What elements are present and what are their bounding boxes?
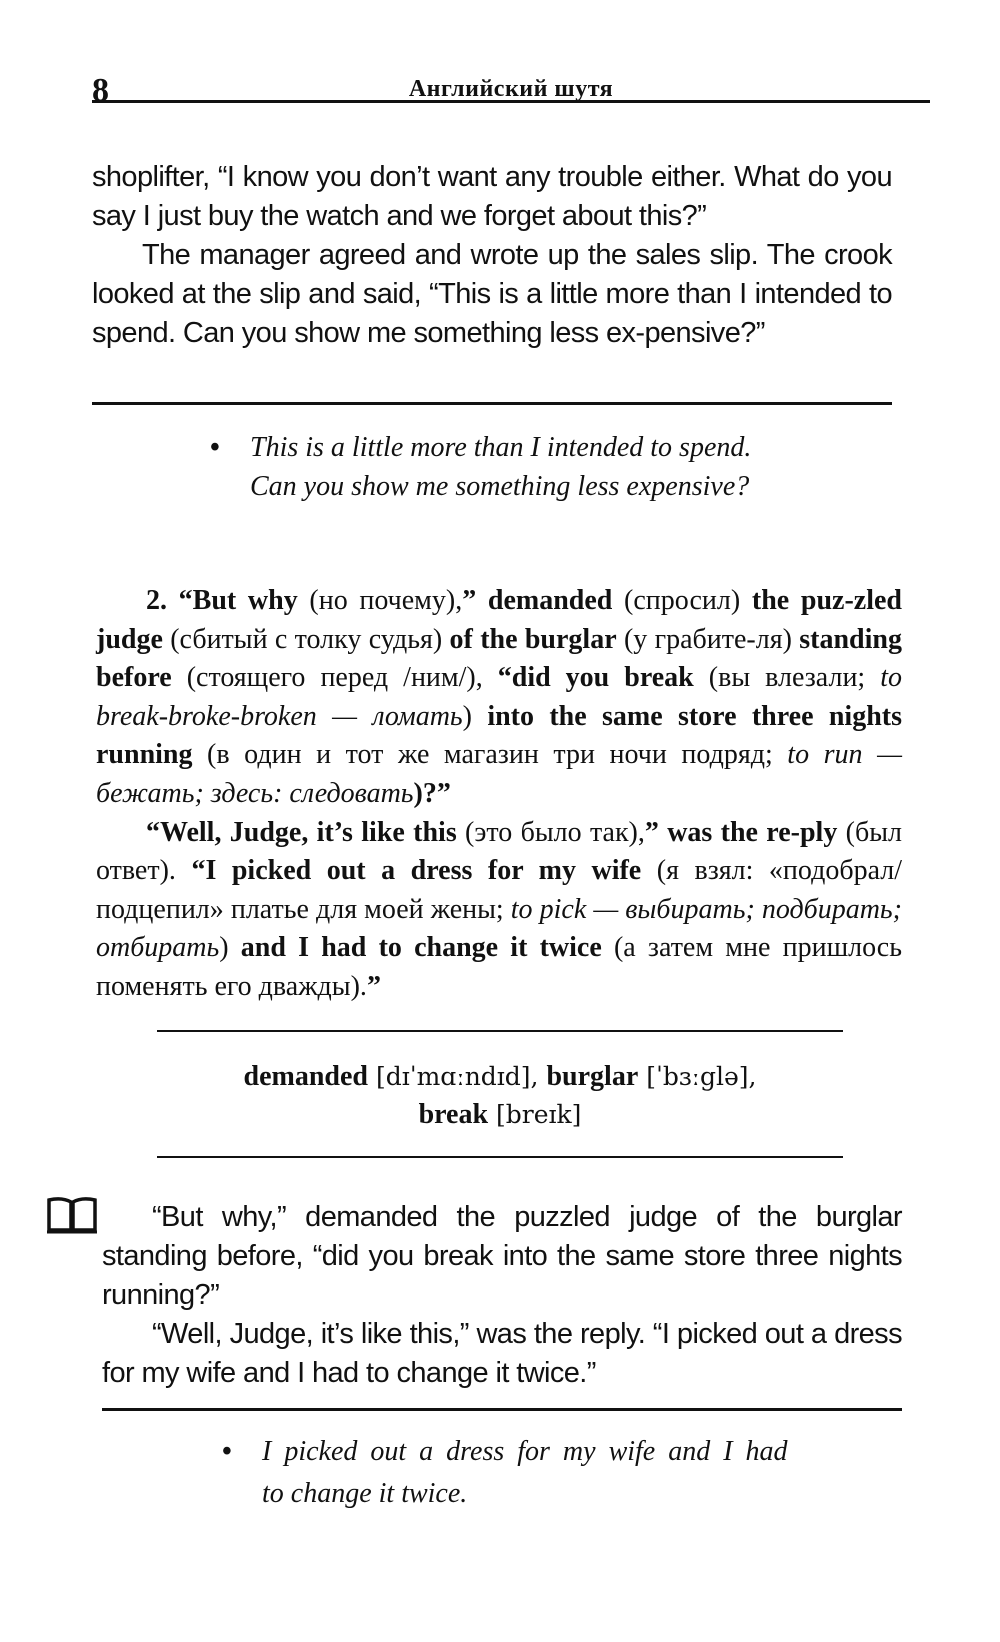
annotated-run: (сбитый с толку судья): [162, 623, 450, 655]
annotated-run: and I had to change it twice: [240, 932, 602, 964]
joke2-plain-text: [102, 1198, 902, 1393]
bullet-icon: •: [222, 1436, 232, 1467]
annotated-run: (в один и тот же магазин три ночи подряд;: [192, 739, 788, 771]
section-rule-2: [102, 1408, 902, 1411]
annotated-run: “I picked out a dress for my wife: [191, 855, 642, 887]
joke2-plain-paragraph-1: “But why,” demanded the puzzled judge of the burglar standing before, “did you break into the same store three nights running?”: [102, 1201, 902, 1311]
joke2-annotated-paragraph-1: [96, 582, 902, 814]
annotated-run: to run — бежать; здесь: следовать: [96, 739, 902, 809]
annotated-run: 2. “But why: [146, 585, 298, 616]
key-phrase-2: [222, 1432, 862, 1514]
open-book-icon: [46, 1196, 98, 1234]
annotated-run: (был ответ).: [96, 816, 903, 887]
page-number: 8: [92, 72, 109, 109]
annotated-run: “did you break: [497, 662, 694, 694]
header-rule: [92, 100, 930, 103]
annotated-run: ”: [366, 970, 381, 1002]
annotated-run: standing before: [96, 623, 902, 694]
joke1-paragraph-2: The manager agreed and wrote up the sales slip. The crook looked at the slip and said, “This is a little more than I intended to spend. Can you show me something less ex-pensive?”: [92, 239, 892, 349]
annotated-run: (я взял: «подобрал/подцепил» платье для моей жены;: [96, 855, 902, 925]
joke1-plain-text: [92, 158, 892, 353]
running-title: Английский шутя: [408, 76, 614, 102]
annotated-run: ): [219, 932, 241, 964]
pron-ipa-break: [breɪk]: [488, 1100, 582, 1129]
section-rule-1: [92, 402, 892, 405]
pron-ipa-demanded: [dɪˈmɑːndɪd],: [368, 1062, 547, 1091]
bullet-icon: •: [210, 432, 220, 463]
annotated-run: the puz-zled judge: [96, 585, 902, 655]
key-phrase-1-line-1: This is a little more than I intended to spend.: [250, 432, 752, 463]
joke2-annotated-text: [96, 582, 902, 1007]
annotated-run: to break-broke-broken — ломать: [96, 662, 902, 732]
annotated-run: (у грабите-ля): [616, 623, 800, 655]
joke2-annotated-paragraph-2: [96, 814, 902, 1007]
pron-word-demanded: demanded: [243, 1061, 368, 1092]
annotated-run: (вы влезали;: [693, 662, 881, 694]
key-phrase-1: [210, 428, 850, 508]
annotated-run: of the burglar: [449, 623, 617, 655]
key-phrase-2-line-2: to change it twice.: [262, 1478, 468, 1509]
annotated-run: )?”: [413, 777, 451, 809]
pronunciation-line-1: [157, 1058, 843, 1096]
annotated-run: ): [462, 700, 488, 732]
pronunciation-block: [157, 1058, 843, 1134]
joke1-paragraph-1: shoplifter, “I know you don’t want any trouble either. What do you say I just buy the watch and we forget about this?”: [92, 161, 892, 232]
pronunciation-rule-top: [157, 1030, 843, 1032]
annotated-run: (но почему),: [297, 585, 463, 616]
pron-ipa-burglar: [ˈbɜːglə],: [638, 1062, 757, 1091]
annotated-run: into the same store three nights running: [96, 700, 902, 771]
annotated-run: “Well, Judge, it’s like this: [146, 816, 457, 848]
annotated-run: (это было так),: [456, 816, 645, 848]
key-phrase-2-line-1: I picked out a dress for my wife and I had: [262, 1436, 788, 1467]
joke2-plain-paragraph-2: “Well, Judge, it’s like this,” was the reply. “I picked out a dress for my wife and I had to change it twice.”: [102, 1318, 902, 1389]
pronunciation-rule-bottom: [157, 1156, 843, 1158]
key-phrase-1-line-2: Can you show me something less expensive?: [250, 471, 750, 502]
annotated-run: ” demanded: [462, 585, 613, 616]
pronunciation-line-2: [157, 1096, 843, 1134]
annotated-run: to pick — выбирать; подбирать; отбирать: [96, 893, 902, 964]
annotated-run: (стоящего перед /ним/),: [171, 662, 498, 694]
annotated-run: (а затем мне пришлось поменять его дважды).: [96, 932, 902, 1002]
pron-word-burglar: burglar: [546, 1061, 639, 1092]
annotated-run: ” was the re-ply: [644, 816, 838, 848]
annotated-run: (спросил): [612, 585, 752, 616]
pron-word-break: break: [418, 1099, 489, 1130]
